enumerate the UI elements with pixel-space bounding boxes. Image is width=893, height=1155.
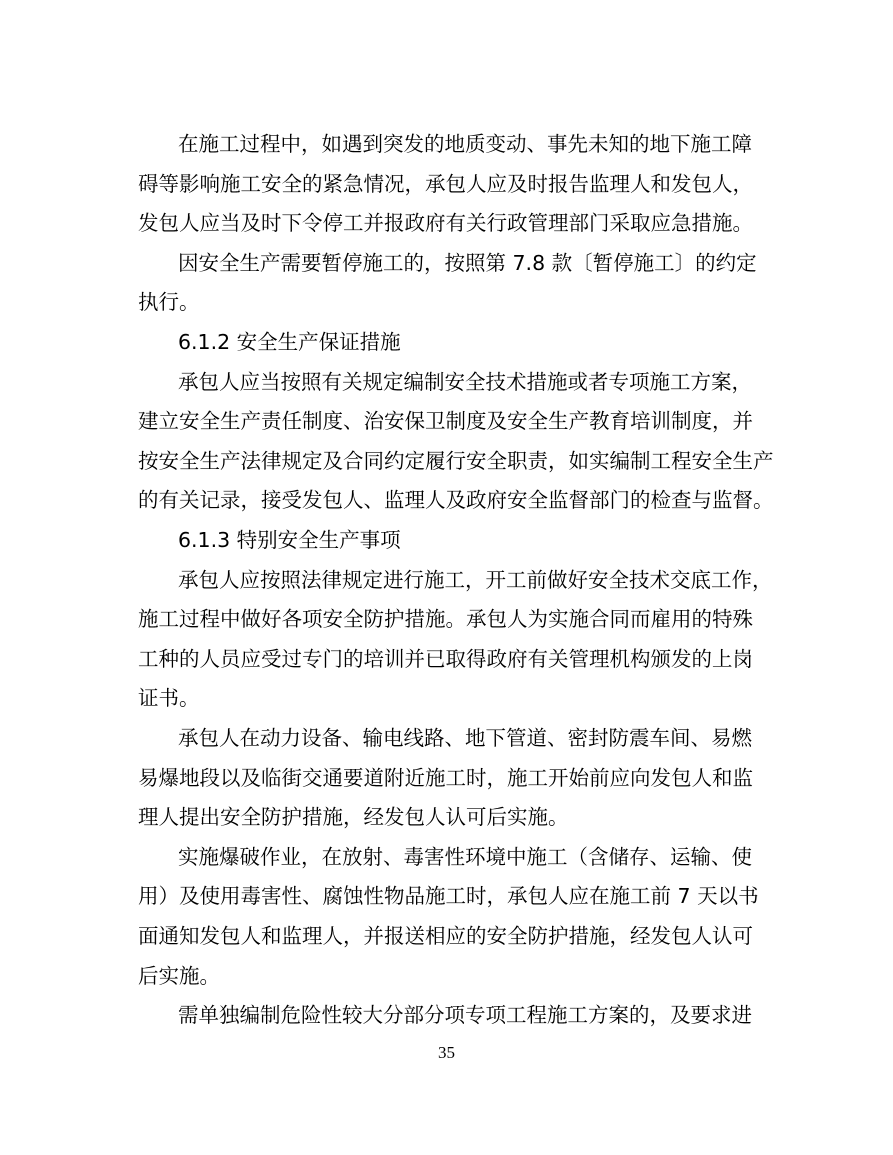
paragraph-line: 理人提出安全防护措施，经发包人认可后实施。: [138, 805, 569, 829]
paragraph-line: 承包人在动力设备、输电线路、地下管道、密封防震车间、易燃: [178, 726, 752, 750]
section-heading-6-1-3: 6.1.3 特别安全生产事项: [178, 528, 401, 552]
section-heading-6-1-2: 6.1.2 安全生产保证措施: [178, 330, 401, 354]
paragraph-line: 实施爆破作业，在放射、毒害性环境中施工（含储存、运输、使: [178, 845, 752, 869]
paragraph-line: 的有关记录，接受发包人、监理人及政府安全监督部门的检查与监督。: [138, 488, 774, 512]
paragraph-line: 证书。: [138, 686, 200, 710]
paragraph-line: 需单独编制危险性较大分部分项专项工程施工方案的，及要求进: [178, 1003, 752, 1027]
paragraph-line: 承包人应当按照有关规定编制安全技术措施或者专项施工方案，: [178, 370, 752, 394]
paragraph-line: 工种的人员应受过专门的培训并已取得政府有关管理机构颁发的上岗: [138, 647, 753, 671]
paragraph-line: 碍等影响施工安全的紧急情况，承包人应及时报告监理人和发包人，: [138, 172, 753, 196]
paragraph-line: 发包人应当及时下令停工并报政府有关行政管理部门采取应急措施。: [138, 211, 753, 235]
paragraph-line: 按安全生产法律规定及合同约定履行安全职责，如实编制工程安全生产: [138, 449, 774, 473]
page-number: 35: [438, 1043, 455, 1062]
paragraph-line: 因安全生产需要暂停施工的，按照第 7.8 款〔暂停施工〕的约定: [178, 251, 757, 275]
paragraph-line: 承包人应按照法律规定进行施工，开工前做好安全技术交底工作，: [178, 568, 773, 592]
paragraph-line: 施工过程中做好各项安全防护措施。承包人为实施合同而雇用的特殊: [138, 607, 753, 631]
paragraph-line: 建立安全生产责任制度、治安保卫制度及安全生产教育培训制度，并: [138, 409, 753, 433]
paragraph-line: 用）及使用毒害性、腐蚀性物品施工时，承包人应在施工前 7 天以书: [138, 884, 759, 908]
paragraph-line: 执行。: [138, 290, 200, 314]
paragraph-line: 易爆地段以及临街交通要道附近施工时，施工开始前应向发包人和监: [138, 766, 753, 790]
paragraph-line: 在施工过程中，如遇到突发的地质变动、事先未知的地下施工障: [178, 132, 752, 156]
paragraph-line: 后实施。: [138, 964, 220, 988]
paragraph-line: 面通知发包人和监理人，并报送相应的安全防护措施，经发包人认可: [138, 924, 753, 948]
